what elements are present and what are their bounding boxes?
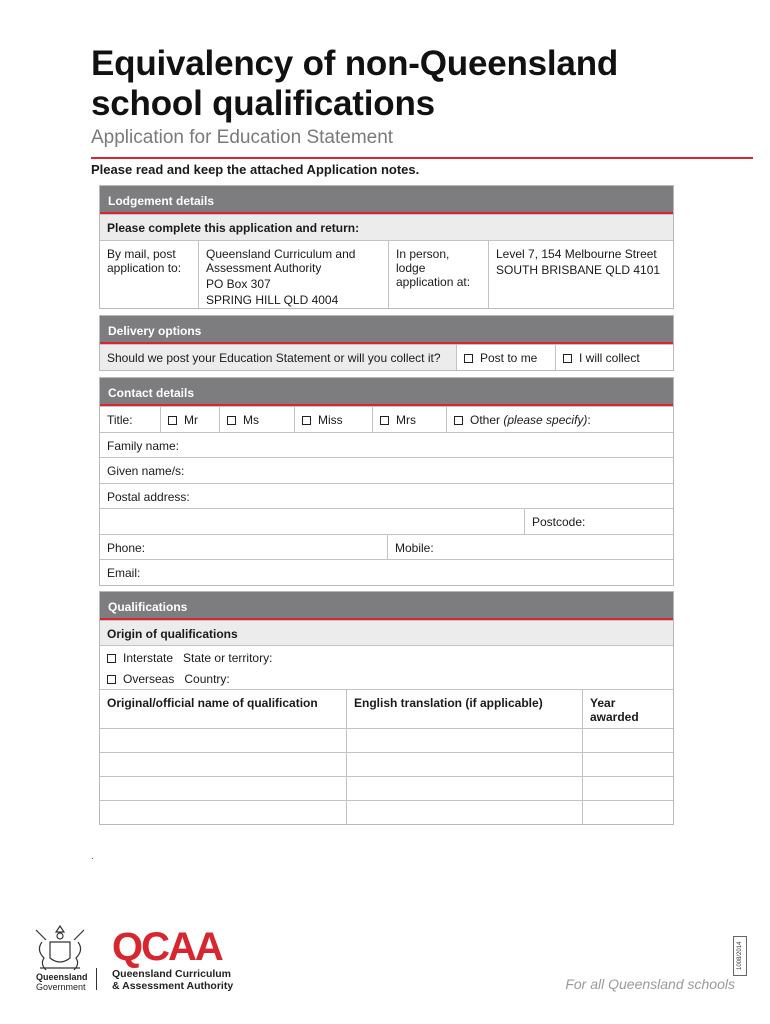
email-field[interactable]	[100, 559, 673, 585]
country-label: Country:	[184, 672, 230, 686]
title-ms-label: Ms	[243, 413, 259, 427]
qualifications-heading: Qualifications	[100, 592, 673, 620]
mail-address-line: PO Box 307	[206, 277, 271, 291]
title-other-hint: (please specify)	[503, 413, 588, 427]
page-subtitle: Application for Education Statement	[91, 127, 394, 148]
translation-cell[interactable]	[346, 801, 582, 824]
overseas-option[interactable]	[107, 669, 666, 690]
qgov-name: Queensland	[36, 972, 88, 982]
year-cell[interactable]	[582, 729, 673, 752]
qgov-sub: Government	[36, 982, 86, 992]
interstate-label: Interstate	[123, 651, 174, 665]
contact-section	[99, 377, 674, 586]
logo-divider	[96, 968, 97, 990]
title-mrs-label: Mrs	[396, 413, 416, 427]
col-english-translation: English translation (if applicable)	[346, 690, 582, 728]
delivery-heading: Delivery options	[100, 316, 673, 344]
phone-label: Phone:	[107, 541, 146, 555]
stray-dot: .	[91, 851, 94, 862]
title-ms-checkbox[interactable]	[227, 416, 236, 425]
title-mrs-checkbox[interactable]	[380, 416, 389, 425]
in-person-address-line: SOUTH BRISBANE QLD 4101	[496, 263, 661, 277]
document-code: 1008/2014	[733, 936, 747, 976]
mobile-field[interactable]	[387, 535, 673, 559]
mail-address-line: Queensland Curriculum and	[206, 247, 356, 261]
title-divider	[91, 157, 753, 159]
col-qualification-name: Original/official name of qualification	[107, 696, 318, 710]
post-to-me-label: Post to me	[480, 351, 538, 365]
lodgement-heading: Lodgement details	[100, 186, 673, 214]
qualification-row[interactable]	[100, 752, 673, 776]
in-person-address	[488, 241, 673, 308]
title-miss-option[interactable]	[294, 407, 372, 432]
lodgement-section	[99, 185, 674, 309]
translation-cell[interactable]	[346, 753, 582, 776]
qualification-row[interactable]	[100, 800, 673, 824]
title-mr-option[interactable]	[160, 407, 219, 432]
contact-heading: Contact details	[100, 378, 673, 406]
collect-checkbox[interactable]	[563, 354, 572, 363]
qcaa-line1: Queensland Curriculum	[112, 968, 232, 980]
year-cell[interactable]	[582, 753, 673, 776]
given-names-field[interactable]	[100, 457, 673, 483]
family-name-field[interactable]	[100, 432, 673, 457]
col-year-awarded: Year awarded	[582, 690, 652, 728]
title-other-label: Other	[470, 413, 501, 427]
origin-heading: Origin of qualifications	[107, 627, 238, 641]
read-notes-instruction: Please read and keep the attached Application notes.	[91, 162, 420, 177]
postal-address-label: Postal address:	[107, 490, 190, 504]
title-mrs-option[interactable]	[372, 407, 446, 432]
family-name-label: Family name:	[107, 439, 180, 453]
overseas-label: Overseas	[123, 672, 175, 686]
delivery-row	[100, 344, 673, 370]
title-ms-option[interactable]	[219, 407, 294, 432]
postal-address-line2[interactable]	[100, 508, 673, 534]
title-label: Title:	[107, 413, 133, 427]
year-cell[interactable]	[582, 801, 673, 824]
title-other-option[interactable]: Other (please specify):	[446, 407, 673, 432]
interstate-option[interactable]	[107, 648, 666, 669]
interstate-checkbox[interactable]	[107, 654, 116, 663]
lodgement-instruction: Please complete this application and return:	[107, 221, 360, 235]
title-row	[100, 406, 673, 432]
qualification-table-header	[100, 689, 673, 728]
mail-address	[198, 241, 388, 308]
qcaa-wordmark	[112, 968, 233, 992]
page-title: Equivalency of non-Queensland school qualifications	[91, 44, 619, 123]
qualification-row[interactable]	[100, 776, 673, 800]
phone-field[interactable]	[100, 535, 387, 559]
title-mr-label: Mr	[184, 413, 198, 427]
email-label: Email:	[107, 566, 141, 580]
postcode-label: Postcode:	[532, 515, 586, 529]
delivery-question: Should we post your Education Statement or will you collect it?	[107, 351, 441, 365]
qcaa-logo: QCAA	[112, 925, 222, 969]
qcaa-line2: & Assessment Authority	[112, 980, 234, 992]
translation-cell[interactable]	[346, 729, 582, 752]
state-territory-label: State or territory:	[183, 651, 273, 665]
year-cell[interactable]	[582, 777, 673, 800]
post-to-me-option[interactable]	[456, 345, 555, 370]
origin-options-row	[100, 645, 673, 689]
overseas-checkbox[interactable]	[107, 675, 116, 684]
collect-option[interactable]	[555, 345, 673, 370]
given-names-label: Given name/s:	[107, 464, 185, 478]
mail-address-line: Assessment Authority	[206, 261, 322, 275]
footer-tagline: For all Queensland schools	[565, 976, 735, 992]
qualification-row[interactable]	[100, 728, 673, 752]
postcode-field[interactable]	[524, 509, 673, 534]
postal-address-field[interactable]	[100, 483, 673, 508]
queensland-government-wordmark	[36, 972, 88, 992]
origin-heading-row	[100, 620, 673, 645]
phone-row	[100, 534, 673, 559]
title-miss-checkbox[interactable]	[302, 416, 311, 425]
title-mr-checkbox[interactable]	[168, 416, 177, 425]
title-other-checkbox[interactable]	[454, 416, 463, 425]
mail-label: By mail, post application to:	[107, 247, 182, 275]
translation-cell[interactable]	[346, 777, 582, 800]
post-to-me-checkbox[interactable]	[464, 354, 473, 363]
mobile-label: Mobile:	[395, 541, 434, 555]
collect-label: I will collect	[579, 351, 640, 365]
lodgement-instruction-row	[100, 214, 673, 240]
lodgement-address-row	[100, 240, 673, 308]
mail-address-line: SPRING HILL QLD 4004	[206, 293, 339, 307]
in-person-label: In person, lodge application at:	[388, 241, 488, 308]
title-miss-label: Miss	[318, 413, 343, 427]
delivery-section	[99, 315, 674, 371]
in-person-address-line: Level 7, 154 Melbourne Street	[496, 247, 657, 261]
qualifications-section	[99, 591, 674, 825]
